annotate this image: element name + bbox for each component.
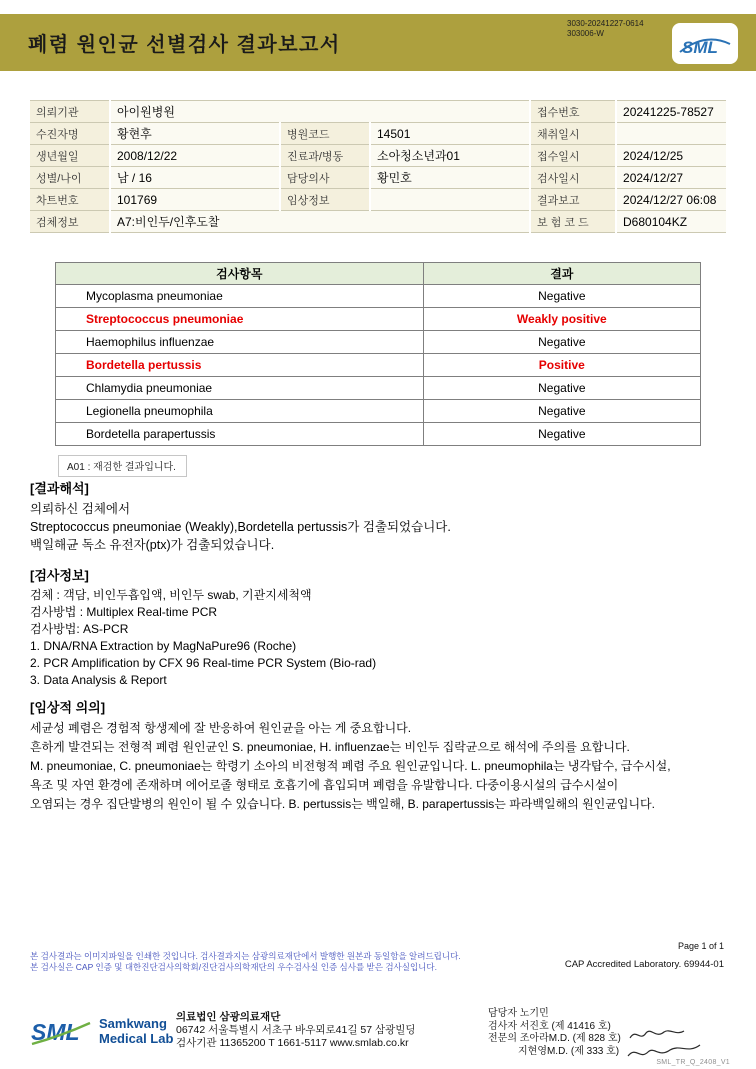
result-row: [56, 331, 701, 354]
info-label: 수진자명: [30, 123, 110, 145]
sml-logo-icon: [677, 28, 733, 60]
footer-notice-1: 본 검사결과는 이미지파일을 인쇄한 것입니다. 검사결과지는 삼광의료재단에서 발행한 원본과 동일함을 알려드립니다.: [30, 951, 461, 961]
test-info-line: 검체 : 객담, 비인두흡입액, 비인두 swab, 기관지세척액: [30, 588, 312, 602]
info-label: 생년월일: [30, 145, 110, 167]
test-name-cell: Chlamydia pneumoniae: [56, 377, 424, 400]
sml-footer-logo: [30, 1014, 173, 1050]
info-label: 검사일시: [530, 167, 616, 189]
test-name-cell: Streptococcus pneumoniae: [56, 308, 424, 331]
info-row: [30, 145, 726, 167]
info-label: 의뢰기관: [30, 101, 110, 123]
test-info-line: 검사방법 : Multiplex Real-time PCR: [30, 605, 218, 619]
info-label: 접수번호: [530, 101, 616, 123]
result-cell: Weakly positive: [423, 308, 700, 331]
info-label: 검체정보: [30, 211, 110, 233]
info-label: 병원코드: [280, 123, 370, 145]
clinical-line: M. pneumoniae, C. pneumoniae는 학령기 소아의 비전형적 폐렴 주요 원인균입니다. L. pneumophila는 냉각탑수, 급수시설,: [30, 759, 671, 773]
clinical-line: 흔하게 발견되는 전형적 폐렴 원인균인 S. pneumoniae, H. influenzae는 비인두 집락균으로 해석에 주의를 요합니다.: [30, 740, 630, 754]
interpretation-line: Streptococcus pneumoniae (Weakly),Bordetella pertussis가 검출되었습니다.: [30, 520, 451, 534]
staff-specialist-1: 전문의 조아라M.D. (제 828 호): [488, 1033, 621, 1044]
lab-name-line2: Medical Lab: [99, 1031, 174, 1046]
organization-info: [176, 1011, 416, 1050]
results-header-row: [56, 263, 701, 285]
info-value: 2024/12/27: [616, 167, 726, 189]
result-row-positive: [56, 308, 701, 331]
cap-accreditation: CAP Accredited Laboratory. 69944-01: [564, 959, 724, 970]
retest-note: A01 : 재검한 결과입니다.: [58, 455, 187, 477]
info-value: [616, 123, 726, 145]
clinical-line: 욕조 및 자연 환경에 존재하며 에어로졸 형태로 호흡기에 흡입되며 폐렴을 유발합니다. 다중이용시설의 급수시설이: [30, 778, 619, 792]
interpretation-line: 의뢰하신 검체에서: [30, 502, 131, 516]
bottom-contact-block: [0, 1002, 756, 1069]
staff-examiner: 검사자 서진호 (제 41416 호): [488, 1020, 611, 1032]
test-name-cell: Bordetella pertussis: [56, 354, 424, 377]
lab-name: [99, 1017, 173, 1047]
staff-manager: 담당자 노기민: [488, 1008, 549, 1019]
footer-notice-2: 본 검사실은 CAP 인증 및 대한진단검사의학회/진단검사의학재단의 우수검사실 인증 심사를 받은 검사실입니다.: [30, 962, 437, 973]
info-value: 2024/12/27 06:08: [616, 189, 726, 211]
info-label: 접수일시: [530, 145, 616, 167]
sml-logo: [672, 23, 738, 64]
test-info-line: 검사방법: AS-PCR: [30, 622, 129, 636]
info-value: 2024/12/25: [616, 145, 726, 167]
info-value: 남 / 16: [110, 167, 280, 189]
test-info-line: 3. Data Analysis & Report: [30, 673, 167, 687]
doc-number-line1: 3030-20241227-0614: [567, 19, 644, 28]
info-value: 101769: [110, 189, 280, 211]
column-header-test: 검사항목: [56, 263, 424, 285]
sml-footer-logo-text: SML: [31, 1019, 80, 1045]
info-label: 성별/나이: [30, 167, 110, 189]
info-value: [370, 189, 530, 211]
info-label: 결과보고: [530, 189, 616, 211]
doc-numbers: [567, 19, 644, 40]
info-label: 임상정보: [280, 189, 370, 211]
info-value: 14501: [370, 123, 530, 145]
organization-name: 의료법인 삼광의료재단: [176, 1011, 281, 1023]
test-name-cell: Haemophilus influenzae: [56, 331, 424, 354]
page-number: Page 1 of 1: [677, 941, 724, 951]
section-clinical-significance: [30, 697, 726, 814]
info-row: [30, 167, 726, 189]
lab-name-line1: Samkwang: [99, 1016, 167, 1032]
result-cell: Negative: [423, 331, 700, 354]
section-heading: [검사정보]: [30, 568, 89, 583]
organization-address: 06742 서울특별시 서초구 바우뫼로41길 57 삼광빌딩: [176, 1024, 416, 1036]
info-value: 20241225-78527: [616, 101, 726, 123]
column-header-result: 결과: [423, 263, 700, 285]
section-heading: [결과해석]: [30, 481, 89, 496]
result-cell: Negative: [423, 400, 700, 423]
info-label: 담당의사: [280, 167, 370, 189]
result-cell: Positive: [423, 354, 700, 377]
info-label: 차트번호: [30, 189, 110, 211]
staff-info: [488, 1008, 621, 1058]
clinical-line: 오염되는 경우 집단발병의 원인이 될 수 있습니다. B. pertussis는 백일해, B. parapertussis는 파라백일해의 원인균입니다.: [30, 797, 655, 811]
result-row: [56, 285, 701, 308]
info-value: 황현후: [110, 123, 280, 145]
report-header: [0, 14, 756, 71]
info-label: 진료과/병동: [280, 145, 370, 167]
info-row: [30, 123, 726, 145]
organization-contact: 검사기관 11365200 T 1661-5117 www.smlab.co.kr: [176, 1037, 409, 1049]
patient-info-table: [30, 100, 726, 233]
info-value: 황민호: [370, 167, 530, 189]
info-value: 소아청소년과01: [370, 145, 530, 167]
test-info-line: 2. PCR Amplification by CFX 96 Real-time PCR System (Bio-rad): [30, 656, 377, 670]
section-heading: [임상적 의의]: [30, 700, 106, 715]
staff-specialist-2: 지현영M.D. (제 333 호): [518, 1045, 620, 1057]
clinical-line: 세균성 폐렴은 경험적 항생제에 잘 반응하여 원인균을 아는 게 중요합니다.: [30, 721, 412, 735]
result-row-positive: [56, 354, 701, 377]
sml-footer-logo-icon: [30, 1014, 92, 1050]
test-name-cell: Bordetella parapertussis: [56, 423, 424, 446]
sml-logo-text: SML: [682, 37, 718, 57]
info-value: 아이원병원: [110, 101, 530, 123]
result-row: [56, 400, 701, 423]
footer-notices: [30, 951, 461, 974]
form-code: SML_TR_Q_2408_V1: [656, 1059, 730, 1066]
info-value: D680104KZ: [616, 211, 726, 233]
result-cell: Negative: [423, 285, 700, 308]
section-interpretation: [30, 478, 726, 554]
test-name-cell: Legionella pneumophila: [56, 400, 424, 423]
results-table: [55, 262, 701, 446]
info-row: [30, 189, 726, 211]
info-row: [30, 101, 726, 123]
info-row: [30, 211, 726, 233]
result-cell: Negative: [423, 377, 700, 400]
result-row: [56, 377, 701, 400]
info-value: A7:비인두/인후도찰: [110, 211, 530, 233]
info-value: 2008/12/22: [110, 145, 280, 167]
test-name-cell: Mycoplasma pneumoniae: [56, 285, 424, 308]
section-test-info: [30, 565, 726, 689]
info-label: 보 험 코 드: [530, 211, 616, 233]
info-label: 채취일시: [530, 123, 616, 145]
report-title: 폐렴 원인균 선별검사 결과보고서: [28, 34, 341, 56]
doc-number-line2: 303006-W: [567, 29, 604, 39]
test-info-line: 1. DNA/RNA Extraction by MagNaPure96 (Roche): [30, 639, 297, 653]
result-cell: Negative: [423, 423, 700, 446]
result-row: [56, 423, 701, 446]
interpretation-line: 백일해균 독소 유전자(ptx)가 검출되었습니다.: [30, 538, 275, 552]
